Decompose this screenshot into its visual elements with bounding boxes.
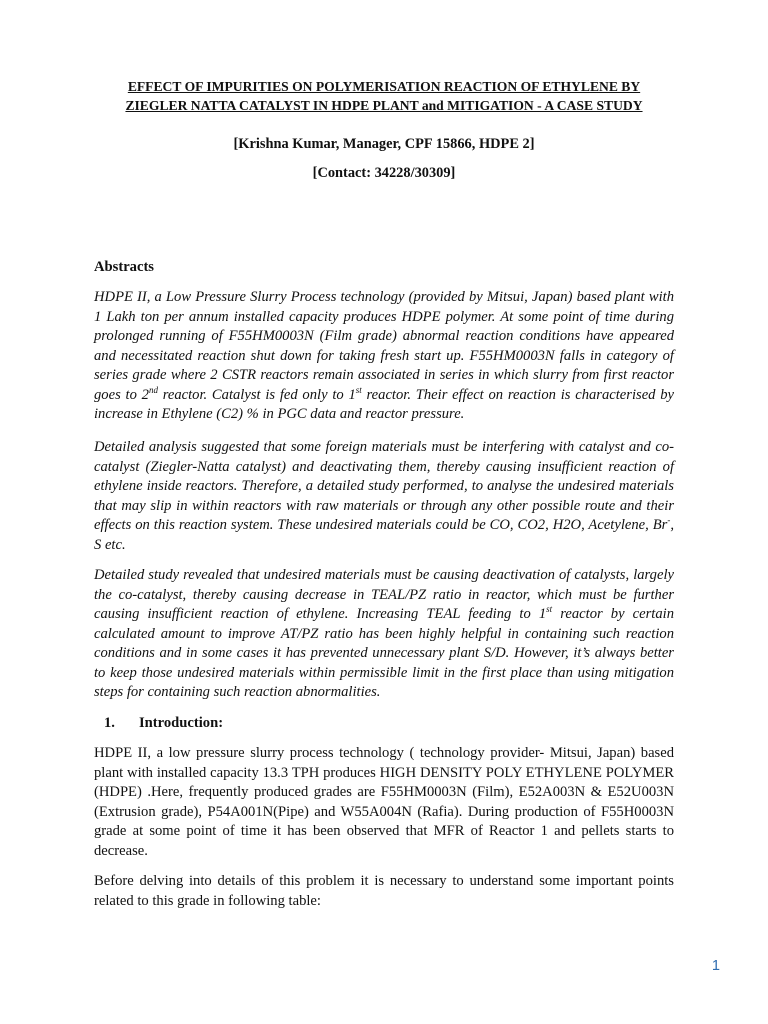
superscript-st: st — [546, 604, 553, 615]
abstract-p1-text-a: HDPE II, a Low Pressure Slurry Process technology (provided by Mitsui, Japan) based plant with 1 Lakh ton per annum installed capacity produces HDPE polymer. At some point of time during prolonged running of F55HM0003N (Film grade) abnormal reaction conditions have appeared and necessitated reaction shut down for taking fresh start up. F55HM0003N falls in category of series grade where 2 CSTR reactors remain associated in series in which slurry from first reactor goes to 2 — [94, 289, 674, 403]
abstract-p2-text-a: Detailed analysis suggested that some foreign materials must be interfering with catalyst and co-catalyst (Ziegler-Natta catalyst) and deactivating them, thereby causing insufficient reaction of ethylene inside reactors. Therefore, a detailed study performed, to analyse the undesired materials that may slip in within reactors with raw materials or through any other possible route and their effects on this reaction system. These undesired materials could be CO, CO2, H2O, Acetylene, Br — [94, 439, 674, 533]
abstract-p1-text-b: reactor. Catalyst is fed only to 1 — [157, 386, 356, 403]
title-line-2: ZIEGLER NATTA CATALYST IN HDPE PLANT and MITIGATION - A CASE STUDY — [125, 98, 643, 113]
paper-title — [60, 77, 708, 115]
superscript-nd: nd — [148, 384, 158, 395]
superscript-minus: - — [667, 515, 671, 526]
contact-line: [Contact: 34228/30309] — [312, 165, 456, 181]
introduction-paragraph-2: Before delving into details of this problem it is necessary to understand some important points related to this grade in following table: — [94, 873, 674, 909]
title-line-1: EFFECT OF IMPURITIES ON POLYMERISATION REACTION OF ETHYLENE BY — [127, 79, 641, 94]
abstract-heading: Abstracts — [94, 259, 154, 275]
abstract-p1-text-c: reactor. Their effect on reaction is characterised by increase in Ethylene (C2) % in PGC data and reactor pressure. — [94, 386, 675, 422]
section-heading-introduction — [104, 715, 223, 732]
abstract-p3-text-a: Detailed study revealed that undesired materials must be causing deactivation of catalysts, largely the co-catalyst, thereby causing decrease in TEAL/PZ ratio in reactor, which must be further causing insufficient reaction of ethylene. Increasing TEAL feeding to 1 — [94, 567, 674, 622]
page-number: 1 — [711, 958, 720, 974]
abstract-paragraph-3 — [94, 566, 674, 703]
abstract-p3-text-b: reactor by certain calculated amount to improve AT/PZ ratio has been highly helpful in containing such reaction conditions and in some cases it has prevented unnecessary plant S/D. However, it’s always better to keep those undesired materials within permissible limit in the first place than using mitigation steps for containing such reaction abnormalities. — [94, 606, 674, 700]
section-title: Introduction: — [139, 715, 224, 731]
author-line: [Krishna Kumar, Manager, CPF 15866, HDPE 2] — [233, 136, 535, 152]
introduction-paragraph-1: HDPE II, a low pressure slurry process technology ( technology provider- Mitsui, Japan) based plant with installed capacity 13.3 TPH produces HIGH DENSITY POLY ETHYLENE POLYMER (HDPE) .Here, frequently produced grades are F55HM0003N (Film), E52A003N & E52U003N (Extrusion grade), P54A001N(Pipe) and W55A004N (Rafia). During production of F55H0003N grade at some point of time it has been observed that MFR of Reactor 1 and pellets starts to decrease. — [94, 745, 674, 859]
section-number: 1. — [104, 715, 115, 731]
superscript-st: st — [355, 384, 362, 395]
abstract-paragraph-2 — [94, 438, 674, 555]
abstract-p2-text-b: , S etc. — [94, 517, 674, 553]
abstract-paragraph-1 — [94, 288, 674, 425]
